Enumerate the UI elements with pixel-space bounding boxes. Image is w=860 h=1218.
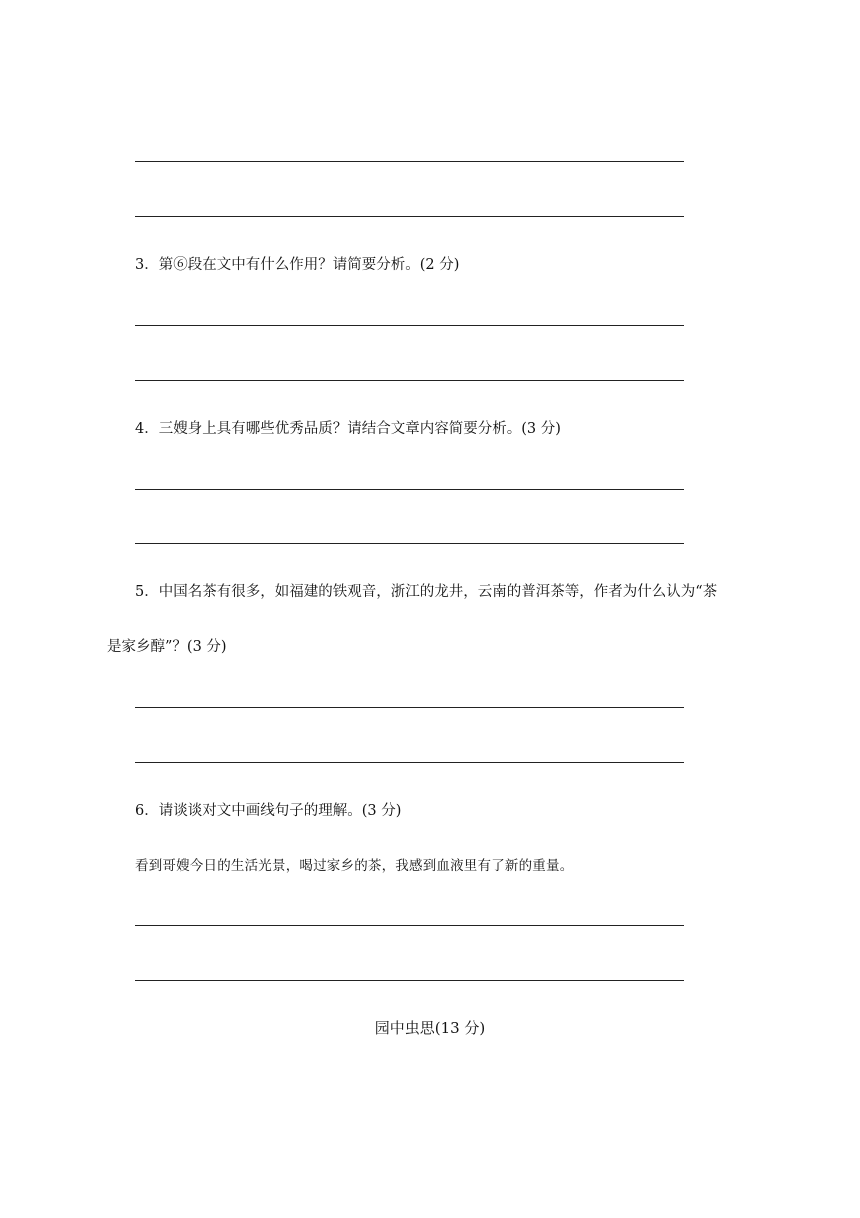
- answer-line: [135, 980, 684, 981]
- answer-line: [135, 543, 684, 544]
- question-4: 4．三嫂身上具有哪些优秀品质？请结合文章内容简要分析。(3 分): [135, 421, 561, 437]
- answer-line: [135, 707, 684, 708]
- answer-line: [135, 925, 684, 926]
- question-5-continued: 是家乡醇”？(3 分): [107, 639, 227, 655]
- answer-line: [135, 380, 684, 381]
- section-heading: [0, 1018, 860, 1038]
- answer-line: [135, 762, 684, 763]
- answer-line: [135, 489, 684, 490]
- question-6: 6．请谈谈对文中画线句子的理解。(3 分): [135, 803, 402, 819]
- section-title: 园中虫思: [374, 1019, 435, 1037]
- question-5: 5．中国名茶有很多，如福建的铁观音，浙江的龙井，云南的普洱茶等，作者为什么认为“茶: [135, 584, 718, 600]
- answer-line: [135, 216, 684, 217]
- question-3: 3．第⑥段在文中有什么作用？请简要分析。(2 分): [135, 257, 460, 273]
- answer-line: [135, 325, 684, 326]
- section-score: (13 分): [434, 1019, 486, 1037]
- underlined-sentence-quote: 看到哥嫂今日的生活光景，喝过家乡的茶，我感到血液里有了新的重量。: [135, 858, 574, 874]
- answer-line: [135, 161, 684, 162]
